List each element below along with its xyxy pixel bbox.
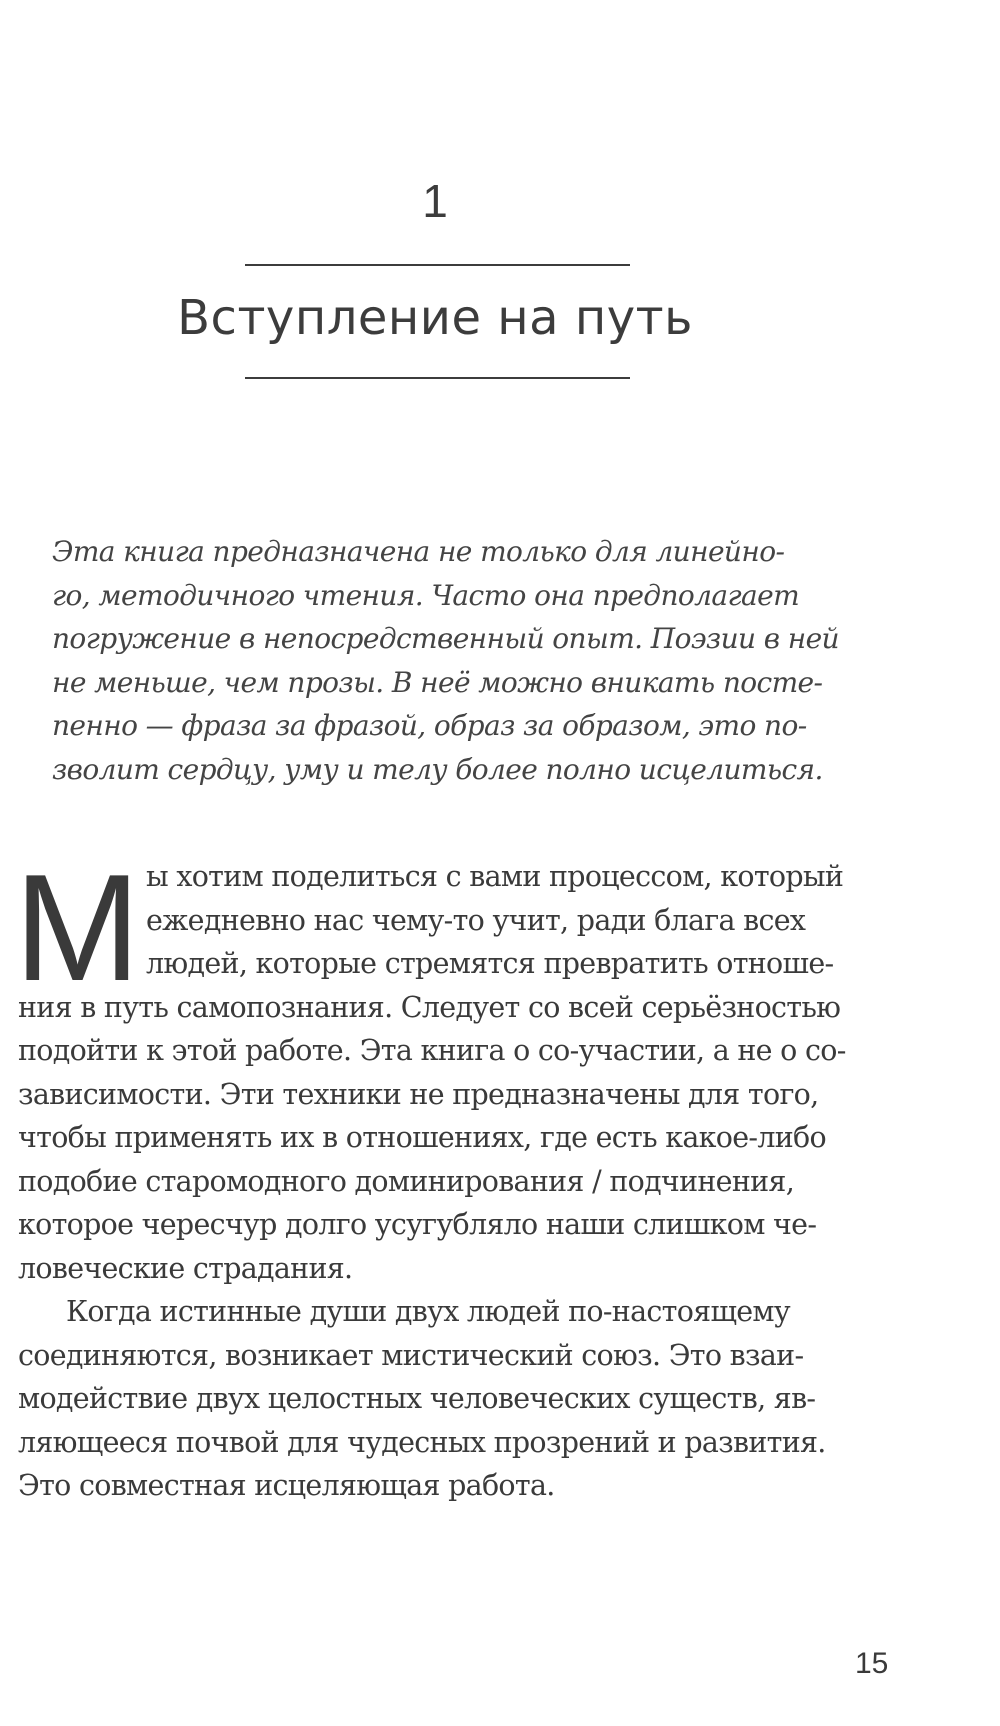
chapter-number: 1 (422, 175, 448, 227)
epigraph-line: погружение в непосредственный опыт. Поэзии в ней (52, 622, 839, 655)
body-line: ы хотим поделиться с вами процессом, который (146, 860, 844, 893)
chapter-title: Вступление на путь (177, 290, 693, 346)
body-line: подобие старомодного доминирования / подчинения, (18, 1164, 795, 1198)
body-line: Когда истинные души двух людей по-настоящему (66, 1295, 790, 1328)
body-line: людей, которые стремятся превратить отноше- (146, 947, 834, 980)
title-rule-top (245, 264, 630, 266)
body-line: соединяются, возникает мистический союз. Это взаи- (18, 1338, 804, 1372)
epigraph-line: зволит сердцу, уму и телу более полно исцелиться. (52, 752, 823, 786)
epigraph (52, 530, 852, 791)
body-text (18, 855, 898, 1508)
body-line: Это совместная исцеляющая работа. (18, 1469, 555, 1502)
body-line: зависимости. Эти техники не предназначены для того, (18, 1077, 819, 1111)
body-line: подойти к этой работе. Эта книга о со-участии, а не о со- (18, 1034, 846, 1067)
body-line: чтобы применять их в отношениях, где есть какое-либо (18, 1121, 826, 1154)
title-rule-bottom (245, 377, 630, 379)
body-line: которое чересчур долго усугубляло наши слишком че- (18, 1208, 817, 1241)
epigraph-line: Эта книга предназначена не только для линейно- (52, 535, 785, 568)
drop-cap: М (14, 843, 141, 1013)
body-line: ляющееся почвой для чудесных прозрений и развития. (18, 1425, 826, 1459)
epigraph-line: не меньше, чем прозы. В неё можно вникать посте- (52, 665, 823, 699)
epigraph-line: го, методичного чтения. Часто она предполагает (52, 578, 800, 612)
body-line: модействие двух целостных человеческих существ, яв- (18, 1382, 816, 1415)
page-number: 15 (855, 1647, 889, 1680)
body-line: ловеческие страдания. (18, 1251, 353, 1285)
epigraph-line: пенно — фраза за фразой, образ за образом, это по- (52, 709, 807, 742)
body-line: ежедневно нас чему-то учит, ради блага всех (146, 903, 806, 937)
body-line: ния в путь самопознания. Следует со всей серьёзностью (18, 990, 841, 1024)
